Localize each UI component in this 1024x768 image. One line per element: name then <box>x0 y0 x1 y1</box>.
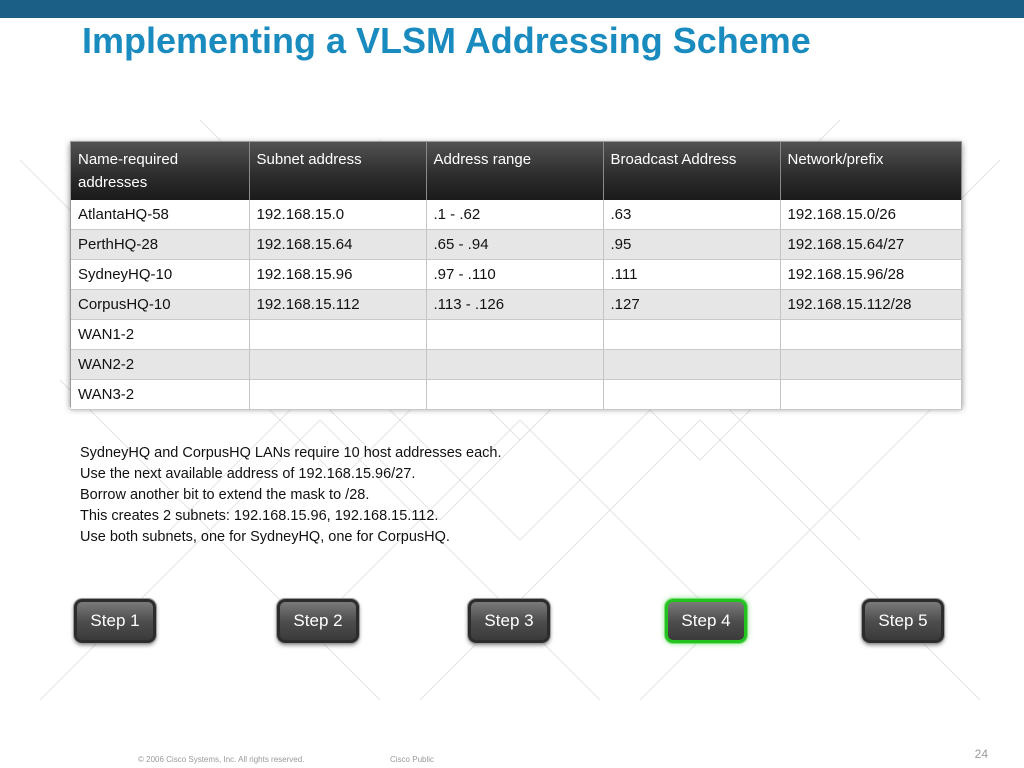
table-cell: 192.168.15.0/26 <box>780 200 961 230</box>
header-network-prefix: Network/prefix <box>780 142 961 200</box>
table-cell: 192.168.15.112/28 <box>780 290 961 320</box>
table-cell: 192.168.15.64 <box>249 230 426 260</box>
table-row <box>71 290 961 320</box>
table-cell: .127 <box>603 290 780 320</box>
page-number: 24 <box>974 747 988 761</box>
step-1-button[interactable]: Step 1 <box>74 599 156 643</box>
table-cell <box>249 320 426 350</box>
table-cell <box>426 380 603 410</box>
footer-classification: Cisco Public <box>390 755 435 764</box>
header-subnet-address: Subnet address <box>249 142 426 200</box>
table-row <box>71 350 961 380</box>
table-cell: .97 - .110 <box>426 260 603 290</box>
footer-copyright: © 2006 Cisco Systems, Inc. All rights reserved. <box>138 755 305 764</box>
table-cell: CorpusHQ-10 <box>71 290 249 320</box>
table-cell: PerthHQ-28 <box>71 230 249 260</box>
table-cell: 192.168.15.96 <box>249 260 426 290</box>
table-cell <box>780 320 961 350</box>
table-header-row <box>71 142 961 200</box>
note-line: Borrow another bit to extend the mask to /28. <box>80 487 370 503</box>
table-cell: .1 - .62 <box>426 200 603 230</box>
table-cell: .65 - .94 <box>426 230 603 260</box>
table-cell: WAN1-2 <box>71 320 249 350</box>
table-cell <box>249 350 426 380</box>
table-cell: WAN2-2 <box>71 350 249 380</box>
header-name-required: Name-required addresses <box>71 142 249 200</box>
note-line: Use both subnets, one for SydneyHQ, one for CorpusHQ. <box>80 529 450 545</box>
note-line: This creates 2 subnets: 192.168.15.96, 192.168.15.112. <box>80 508 439 524</box>
table-cell: 192.168.15.112 <box>249 290 426 320</box>
table-cell: .95 <box>603 230 780 260</box>
table-cell <box>780 380 961 410</box>
header-address-range: Address range <box>426 142 603 200</box>
table-row <box>71 260 961 290</box>
table-cell <box>249 380 426 410</box>
table-cell: 192.168.15.64/27 <box>780 230 961 260</box>
table-cell: 192.168.15.0 <box>249 200 426 230</box>
table-cell: 192.168.15.96/28 <box>780 260 961 290</box>
table-row <box>71 320 961 350</box>
explanation-notes <box>80 443 502 548</box>
header-broadcast-address: Broadcast Address <box>603 142 780 200</box>
table-cell <box>603 320 780 350</box>
table-cell <box>426 350 603 380</box>
table-cell: .63 <box>603 200 780 230</box>
table-row <box>71 380 961 410</box>
table-cell: AtlantaHQ-58 <box>71 200 249 230</box>
note-line: Use the next available address of 192.168.15.96/27. <box>80 466 416 482</box>
table-cell: SydneyHQ-10 <box>71 260 249 290</box>
note-line: SydneyHQ and CorpusHQ LANs require 10 host addresses each. <box>80 445 502 461</box>
table-cell <box>603 380 780 410</box>
page-title: Implementing a VLSM Addressing Scheme <box>82 20 811 61</box>
top-bar <box>0 0 1024 18</box>
table-cell <box>780 350 961 380</box>
step-5-button[interactable]: Step 5 <box>862 599 944 643</box>
step-4-button[interactable]: Step 4 <box>665 599 747 643</box>
step-3-button[interactable]: Step 3 <box>468 599 550 643</box>
table-row <box>71 200 961 230</box>
table-cell: WAN3-2 <box>71 380 249 410</box>
table-cell: .113 - .126 <box>426 290 603 320</box>
table-cell <box>603 350 780 380</box>
table-cell <box>426 320 603 350</box>
vlsm-table <box>70 141 962 407</box>
table-cell: .111 <box>603 260 780 290</box>
step-2-button[interactable]: Step 2 <box>277 599 359 643</box>
table-row <box>71 230 961 260</box>
